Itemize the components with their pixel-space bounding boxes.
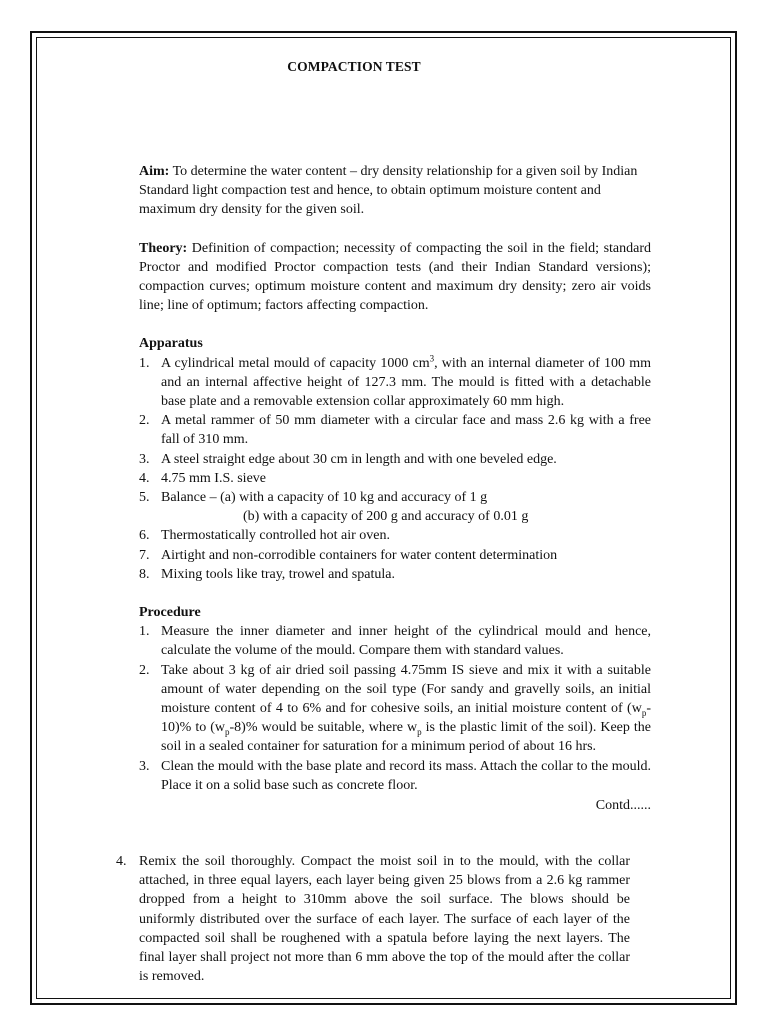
subscript: p [225, 727, 230, 738]
item-text: Airtight and non-corrodible containers for water content determination [161, 547, 558, 563]
theory-paragraph [139, 239, 651, 316]
list-item [139, 488, 651, 526]
list-item [139, 661, 651, 757]
item-text: , with an internal diameter of 100 mm and an internal affective height of 127.3 mm. The mould is fitted with a detachable base plate and a removable extension collar approximately 60 mm high. [161, 355, 651, 410]
theory-label: Theory: [139, 240, 188, 256]
list-item [116, 852, 630, 986]
list-item [139, 526, 651, 545]
procedure-continuation [116, 852, 630, 986]
item-number: 2. [139, 662, 150, 678]
item-text: Balance – (a) with a capacity of 10 kg and accuracy of 1 g [161, 490, 488, 506]
list-item [139, 546, 651, 565]
item-number: 1. [139, 355, 150, 371]
item-number: 8. [139, 566, 150, 582]
item-text: 4.75 mm I.S. sieve [161, 470, 266, 486]
item-text: Take about 3 kg of air dried soil passing 4.75mm IS sieve and mix it with a suitable amount of water depending on the soil type (For sandy and gravelly soils, an initial moisture content of 4 to 6% and for cohesive soils, an initial moisture content of (w [161, 662, 651, 717]
item-number: 6. [139, 528, 150, 544]
list-item [139, 622, 651, 660]
aim-text: To determine the water content – dry density relationship for a given soil by Indian Standard light compaction test and hence, to obtain optimum moisture content and maximum dry density for the given soil. [139, 164, 638, 218]
item-number: 2. [139, 413, 150, 429]
list-item [139, 565, 651, 584]
list-item [139, 450, 651, 469]
list-item [139, 411, 651, 449]
subscript: p [641, 707, 647, 718]
apparatus-heading: Apparatus [139, 336, 203, 352]
procedure-heading: Procedure [139, 605, 201, 621]
item-text: Mixing tools like tray, trowel and spatula. [161, 566, 395, 582]
list-item [139, 469, 651, 488]
item-text: Measure the inner diameter and inner height of the cylindrical mould and hence, calculate the volume of the mould. Compare them with standard values. [161, 624, 651, 659]
document-body [139, 162, 651, 815]
item-number: 4. [139, 470, 150, 486]
item-text: Remix the soil thoroughly. Compact the moist soil in to the mould, with the collar attached, in three equal layers, each layer being given 25 blows from a 2.6 kg rammer dropped from a height to 310mm above the soil surface. The blows should be uniformly distributed over the surface of each layer. The surface of each layer of the compacted soil shall be roughened with a spatula before laying the next layers. The final layer shall project not more than 6 mm above the top of the mould after the collar is removed. [139, 854, 630, 985]
item-text: A cylindrical metal mould of capacity 1000 cm [161, 355, 430, 371]
item-text: is the plastic limit of the soil). Keep the soil in a sealed container for saturation for a minimum period of about 16 hrs. [161, 720, 651, 755]
aim-paragraph [139, 162, 651, 220]
item-number: 5. [139, 490, 150, 506]
item-text: (b) with a capacity of 200 g and accuracy of 0.01 g [243, 509, 529, 525]
list-item [139, 757, 651, 795]
item-number: 3. [139, 758, 150, 774]
item-number: 4. [116, 854, 127, 869]
subscript: p [417, 727, 422, 738]
item-text: Thermostatically controlled hot air oven. [161, 528, 390, 544]
continued-label: Contd...... [595, 798, 651, 814]
aim-label: Aim: [139, 164, 170, 179]
item-number: 3. [139, 451, 150, 467]
procedure-list-continued [116, 852, 630, 986]
superscript: 3 [429, 352, 435, 363]
item-text: Clean the mould with the base plate and record its mass. Attach the collar to the mould. Place it on a solid base such as concrete floor. [161, 758, 651, 793]
item-text: -8)% would be suitable, where w [229, 720, 418, 736]
item-text: A steel straight edge about 30 cm in length and with one beveled edge. [161, 451, 557, 467]
item-text: A metal rammer of 50 mm diameter with a circular face and mass 2.6 kg with a free fall of 310 mm. [161, 413, 651, 448]
item-number: 7. [139, 547, 150, 563]
item-text: - 10)% to (w [161, 701, 651, 736]
item-number: 1. [139, 624, 150, 640]
apparatus-list [139, 354, 651, 584]
theory-text: Definition of compaction; necessity of compacting the soil in the field; standard Proctor and modified Proctor compaction tests (and their Indian Standard versions); compaction curves; optimum moisture content and maximum dry density; zero air voids line; line of optimum; factors affecting compaction. [139, 240, 651, 314]
document-title: COMPACTION TEST [287, 59, 421, 74]
procedure-list [139, 622, 651, 795]
list-item [139, 354, 651, 412]
